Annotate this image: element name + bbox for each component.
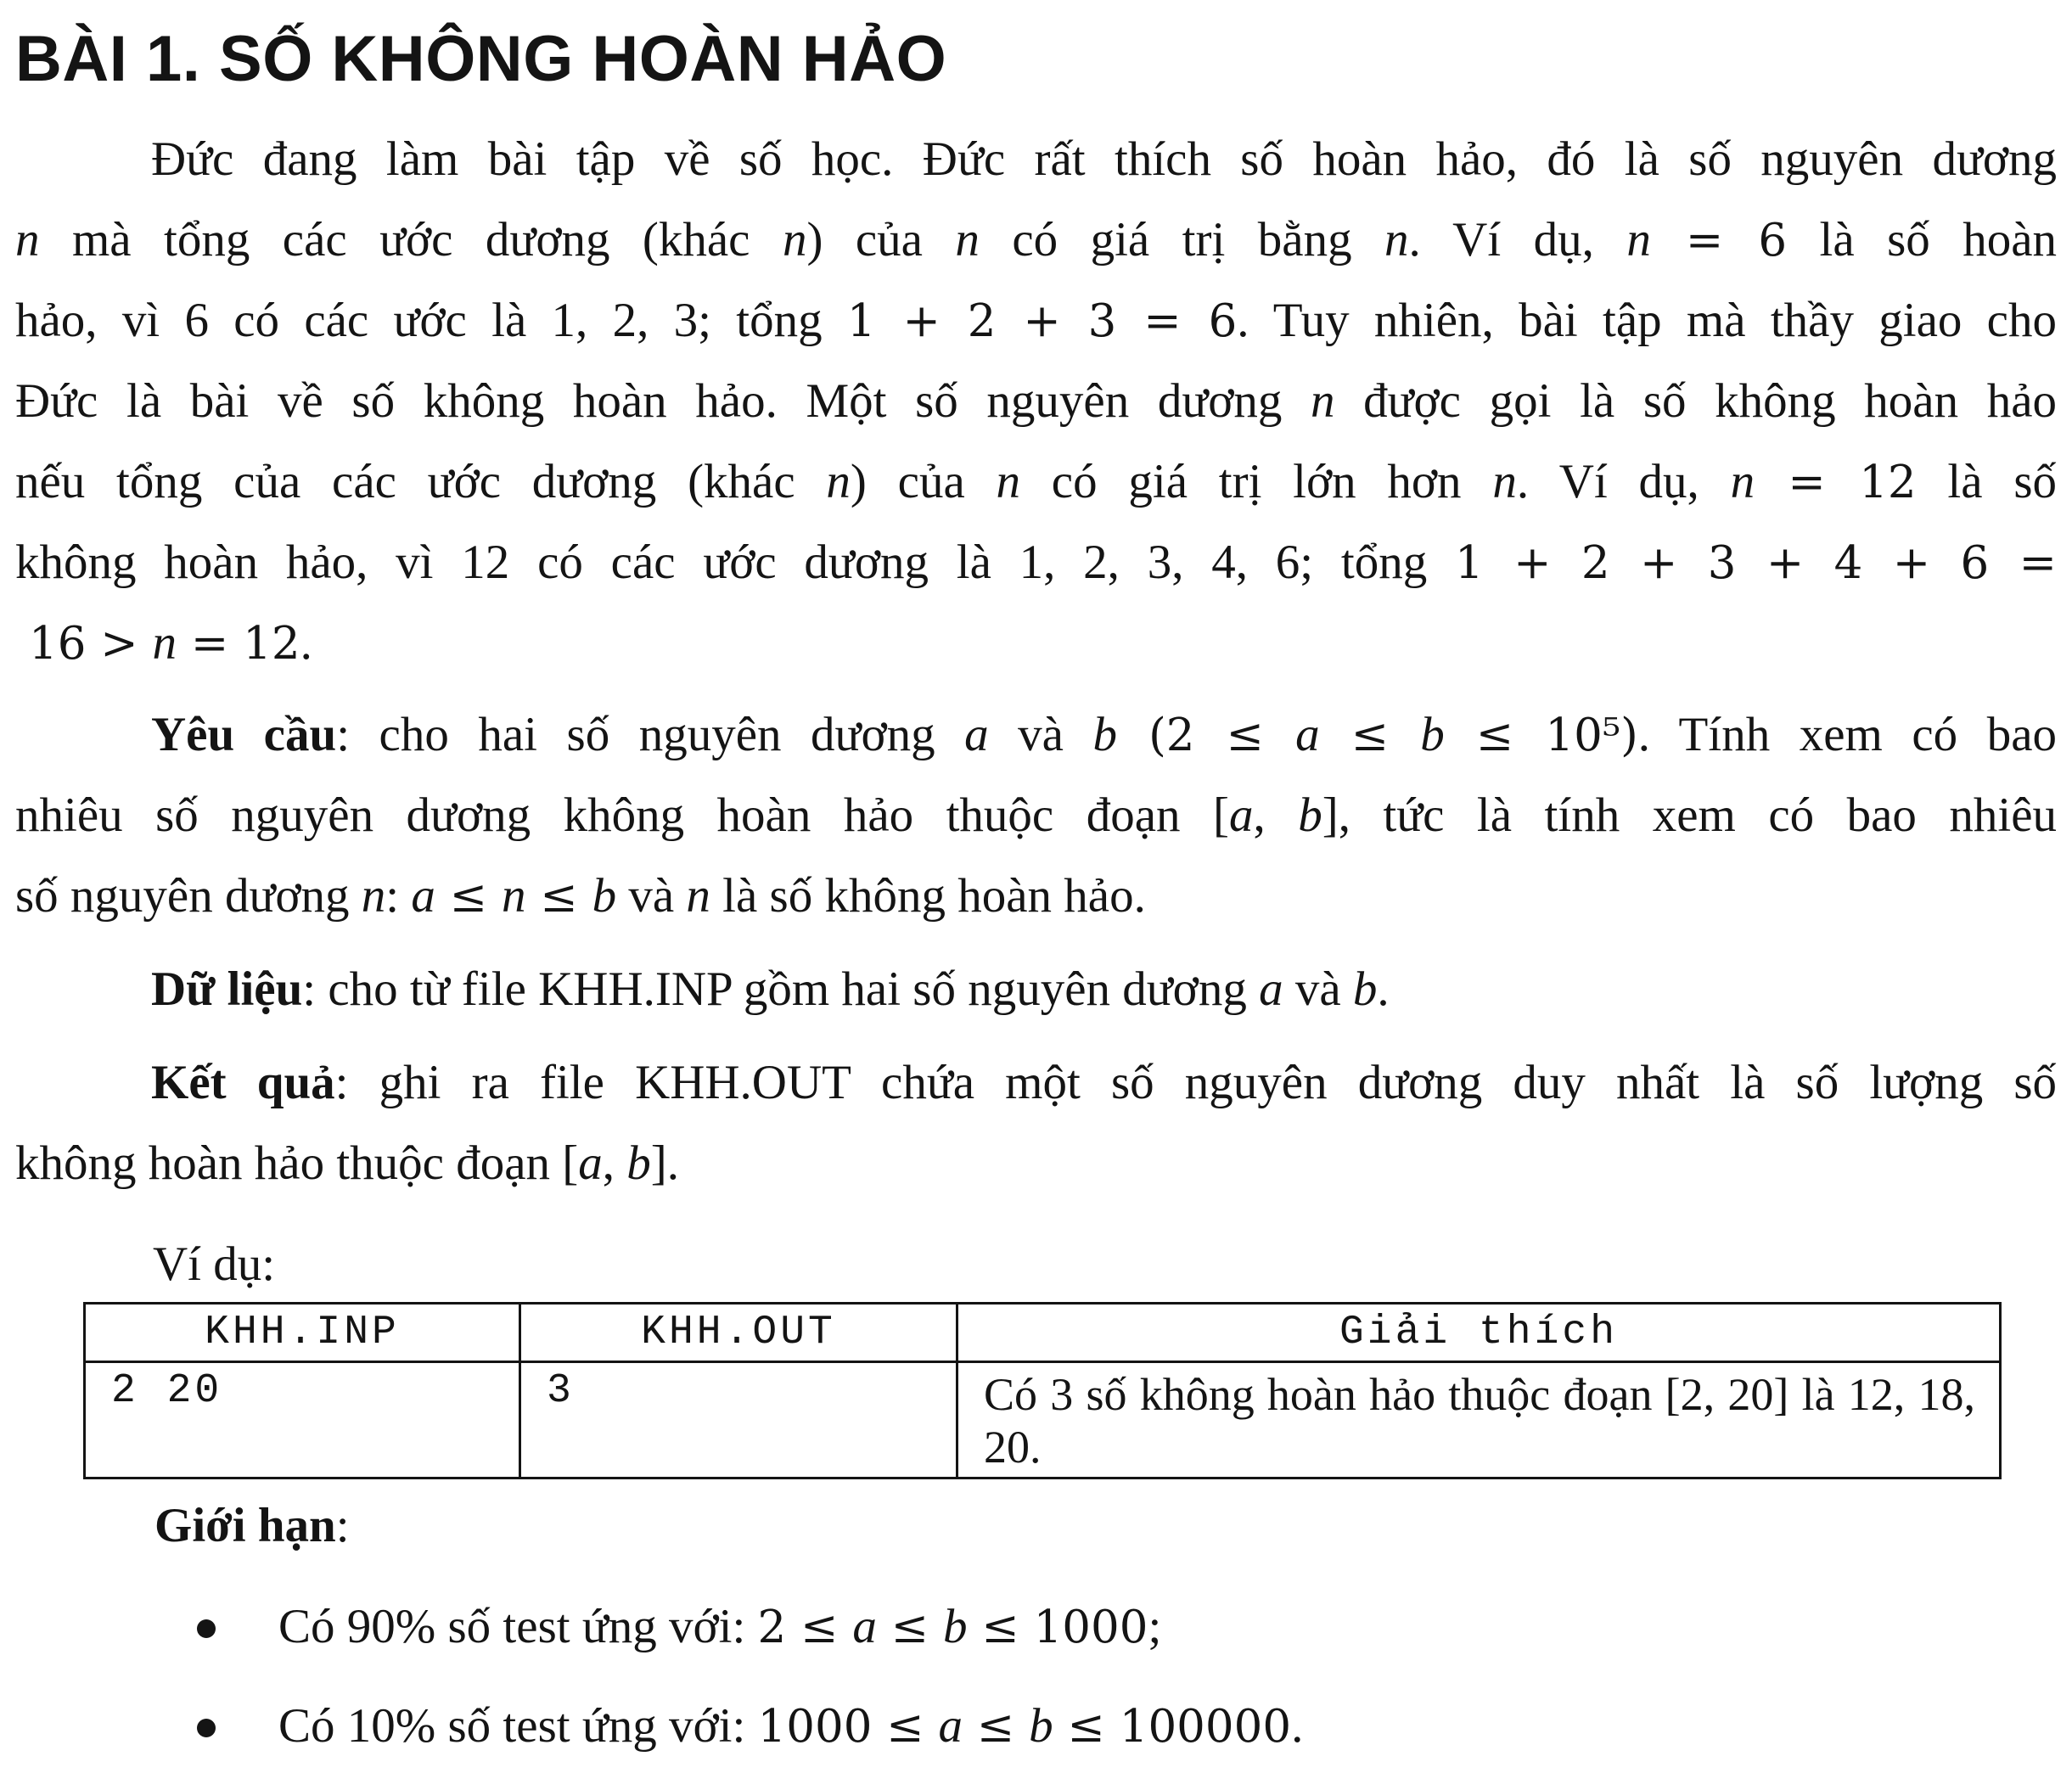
intro-line-6: không hoàn hảo, vì 12 có các ước dương là 1, 2, 3, 4, 6; tổng 1 + 2 + 3 + 4 + 6 = [15,536,2057,589]
example-output-cell: 3 [520,1362,957,1478]
problem-title: BÀI 1. SỐ KHÔNG HOÀN HẢO [15,23,947,95]
intro-line-1: Đức đang làm bài tập về số học. Đức rất thích số hoàn hảo, đó là số nguyên dương [151,132,2057,186]
header-khh-out: KHH.OUT [520,1304,957,1362]
output-line-2: không hoàn hảo thuộc đoạn [a, b]. [15,1136,679,1190]
example-table [83,1302,2002,1479]
limits-label: Giới hạn [154,1499,336,1552]
request-line-2: nhiêu số nguyên dương không hoàn hảo thuộc đoạn [a, b], tức là tính xem có bao nhiêu [15,788,2058,842]
example-explanation-cell: Có 3 số không hoàn hảo thuộc đoạn [2, 20] là 12, 18, 20. [957,1362,2001,1478]
intro-line-2: n mà tổng các ước dương (khác n) của n có giá trị bằng n. Ví dụ, n = 6 là số hoàn [15,213,2057,267]
limit-item-2: Có 10% số test ứng với: 1000 ≤ a ≤ b ≤ 100000. [278,1699,1304,1753]
table-header-row [85,1304,2001,1362]
example-input-cell: 2 20 [85,1362,520,1478]
output-label: Kết quả [151,1056,335,1109]
intro-line-4: Đức là bài về số không hoàn hảo. Một số nguyên dương n được gọi là số không hoàn hảo [15,374,2057,428]
bullet-icon [197,1619,216,1638]
request-line-1: Yêu cầu: cho hai số nguyên dương a và b (2 ≤ a ≤ b ≤ 10⁵). Tính xem có bao [151,708,2057,761]
limits-heading: Giới hạn: [154,1499,350,1552]
example-label: Ví dụ: [153,1237,276,1291]
request-line-3: số nguyên dương n: a ≤ n ≤ b và n là số không hoàn hảo. [15,869,1146,923]
intro-line-3: hảo, vì 6 có các ước là 1, 2, 3; tổng 1 + 2 + 3 = 6. Tuy nhiên, bài tập mà thầy giao cho [15,294,2057,347]
header-khh-inp: KHH.INP [85,1304,520,1362]
header-explanation: Giải thích [957,1304,2001,1362]
intro-line-5: nếu tổng của các ước dương (khác n) của n có giá trị lớn hơn n. Ví dụ, n = 12 là số [15,455,2057,508]
bullet-icon [197,1719,216,1737]
output-line-1: Kết quả: ghi ra file KHH.OUT chứa một số nguyên dương duy nhất là số lượng số [151,1056,2057,1109]
limit-item-1: Có 90% số test ứng với: 2 ≤ a ≤ b ≤ 1000; [278,1600,1162,1653]
intro-line-7: 16 > n = 12. [29,616,312,670]
table-row [85,1362,2001,1478]
request-label: Yêu cầu [151,708,337,761]
input-section: Dữ liệu: cho từ file KHH.INP gồm hai số nguyên dương a và b. [151,962,1390,1016]
input-label: Dữ liệu [151,962,303,1016]
